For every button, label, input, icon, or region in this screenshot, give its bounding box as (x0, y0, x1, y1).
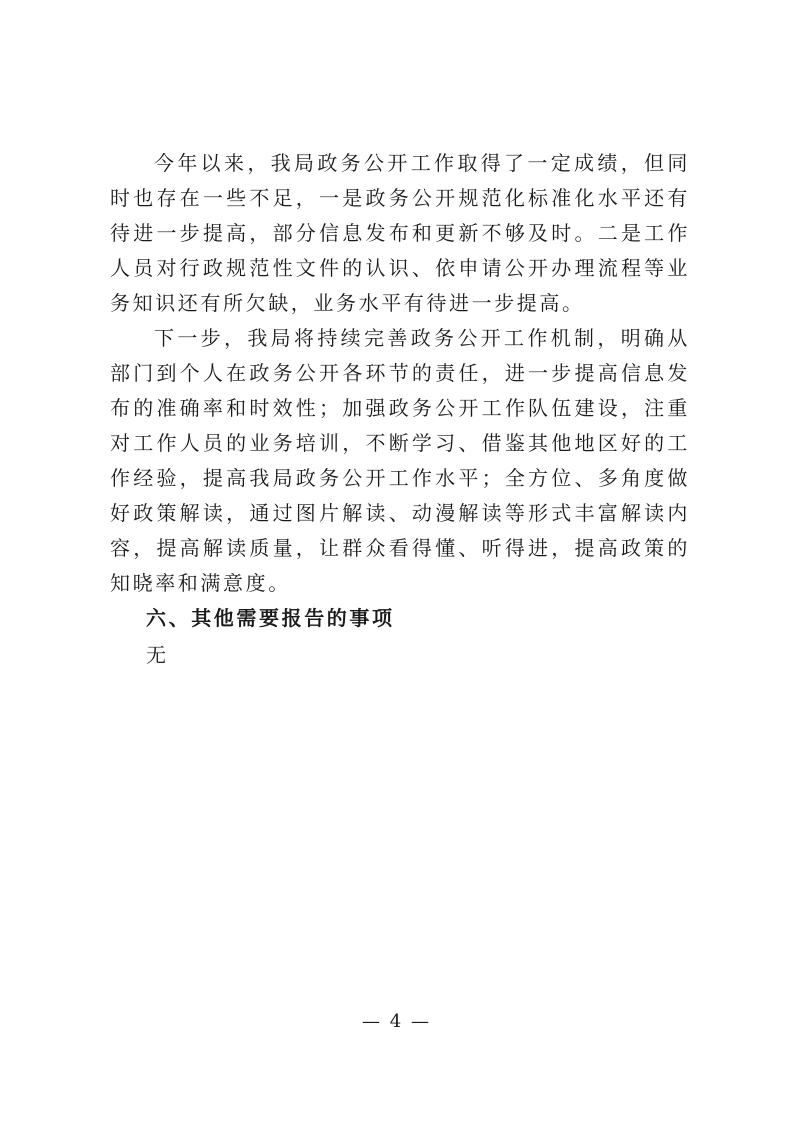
paragraph-next-steps: 下一步，我局将持续完善政务公开工作机制，明确从部门到个人在政务公开各环节的责任，进一步提高信息发布的准确率和时效性；加强政务公开工作队伍建设，注重对工作人员的业务培训，不断学习、借鉴其他地区好的工作经验，提高我局政务公开工作水平；全方位、多角度做好政策解读，通过图片解读、动漫解读等形式丰富解读内容，提高解读质量，让群众看得懂、听得进，提高政策的知晓率和满意度。 (110, 326, 690, 595)
page-number: — 4 — (362, 1011, 431, 1032)
document-body (110, 146, 690, 673)
section-body: 无 (146, 643, 169, 667)
section-heading: 六、其他需要报告的事项 (146, 606, 395, 630)
paragraph-shortcomings: 今年以来，我局政务公开工作取得了一定成绩，但同时也存在一些不足，一是政务公开规范化标准化水平还有待进一步提高，部分信息发布和更新不够及时。二是工作人员对行政规范性文件的认识、依申请公开办理流程等业务知识还有所欠缺，业务水平有待进一步提高。 (110, 151, 690, 315)
